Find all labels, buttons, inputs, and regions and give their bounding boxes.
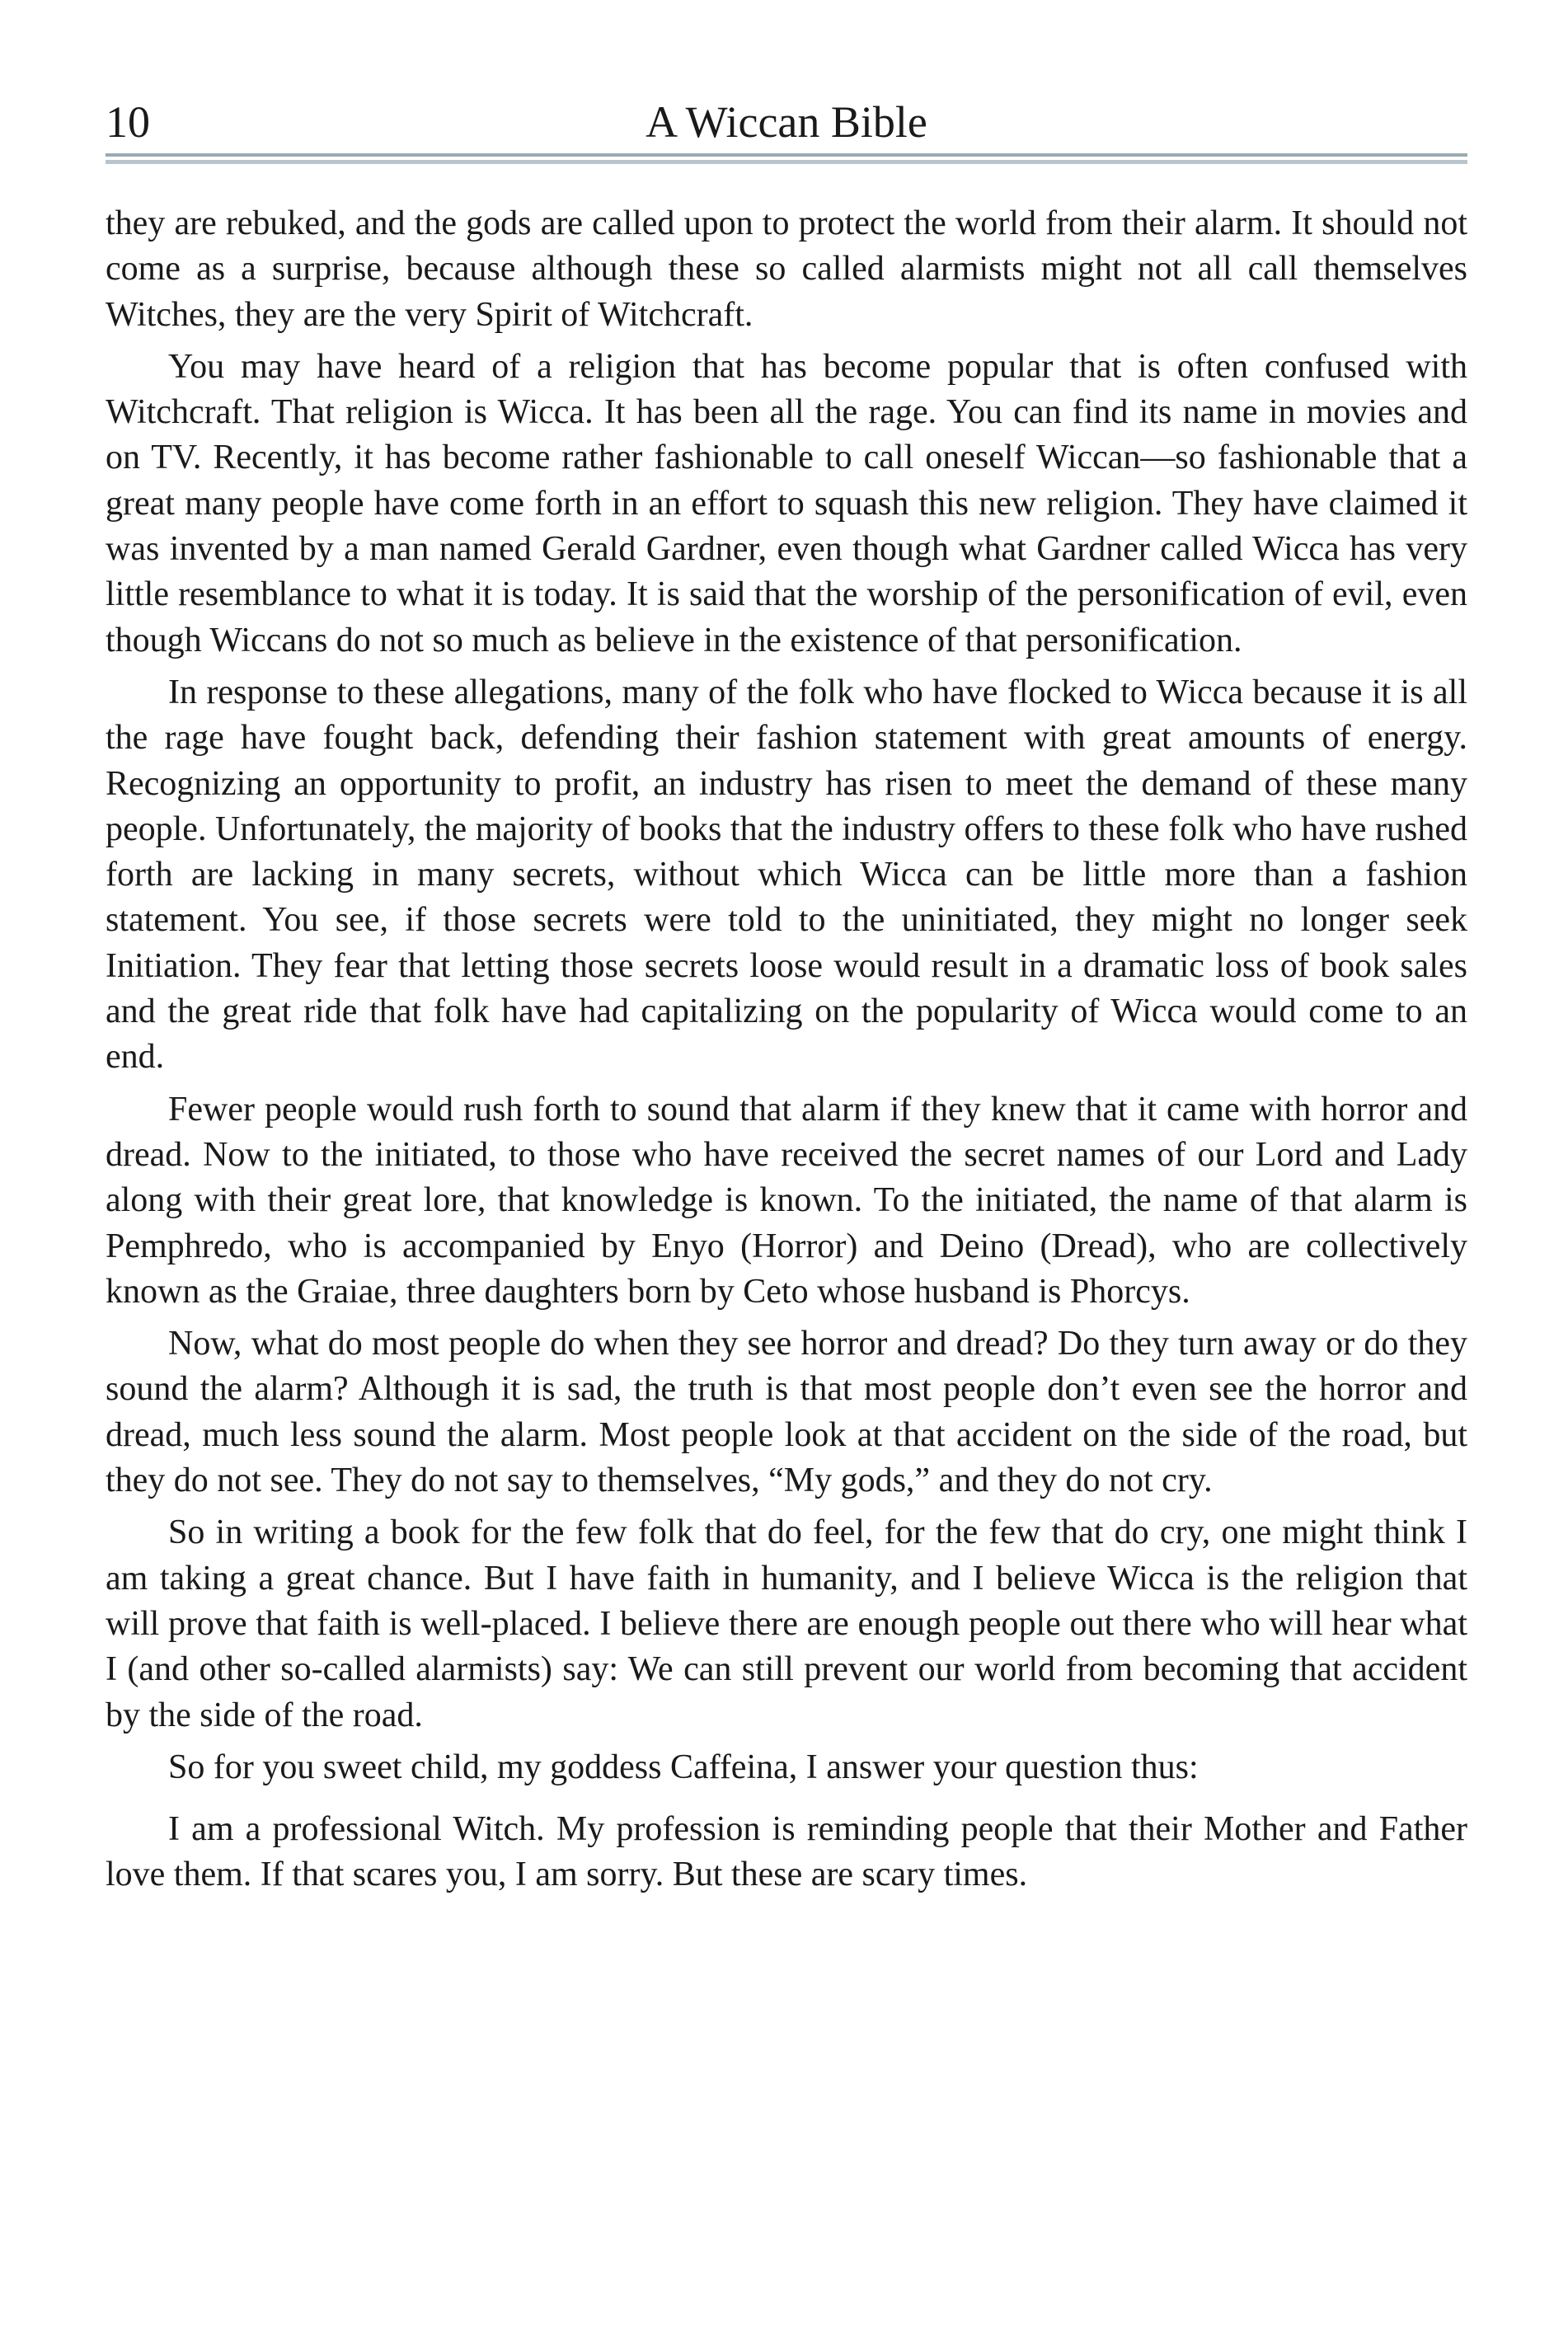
page-number: 10: [106, 97, 150, 147]
running-title: A Wiccan Bible: [646, 97, 927, 147]
paragraph-1: they are rebuked, and the gods are called upon to protect the world from their alarm. It should not come as a surprise, because although these so called alarmists might not all call themselves Witches, they are the very Spirit of Witchcraft.: [106, 204, 1467, 334]
paragraph-7: So for you sweet child, my goddess Caffeina, I answer your question thus:: [168, 1748, 1199, 1786]
header-rule: [106, 153, 1467, 167]
header-rule-bottom-line: [106, 160, 1467, 164]
body-text: [106, 201, 1467, 1905]
paragraph-8: I am a professional Witch. My profession is reminding people that their Mother and Father love them. If that scares you, I am sorry. But these are scary times.: [106, 1810, 1467, 1894]
paragraph-5: Now, what do most people do when they see horror and dread? Do they turn away or do they sound the alarm? Although it is sad, the truth is that most people don’t even see the horror and dread, much less sound the alarm. Most people look at that accident on the side of the road, but they do not see. They do not say to themselves, “My gods,” and they do not cry.: [106, 1325, 1467, 1500]
paragraph-6: So in writing a book for the few folk that do feel, for the few that do cry, one might think I am taking a great chance. But I have faith in humanity, and I believe Wicca is the religion that will prove that faith is well-placed. I believe there are enough people out there who will hear what I (and other so-called alarmists) say: We can still prevent our world from becoming that accident by the side of the road.: [106, 1513, 1467, 1734]
header-rule-top-line: [106, 153, 1467, 157]
paragraph-4: Fewer people would rush forth to sound that alarm if they knew that it came with horror and dread. Now to the initiated, to those who have received the secret names of our Lord and Lady along with their great lore, that knowledge is known. To the initiated, the name of that alarm is Pemphredo, who is accompanied by Enyo (Horror) and Deino (Dread), who are collectively known as the Graiae, three daughters born by Ceto whose husband is Phorcys.: [106, 1090, 1467, 1311]
paragraph-2: You may have heard of a religion that has become popular that is often confused with Witchcraft. That religion is Wicca. It has been all the rage. You can find its name in movies and on TV. Recently, it has become rather fashionable to call oneself Wiccan—so fashionable that a great many people have come forth in an effort to squash this new religion. They have claimed it was invented by a man named Gerald Gardner, even though what Gardner called Wicca has very little resemblance to what it is today. It is said that the worship of the personification of evil, even though Wiccans do not so much as believe in the existence of that personification.: [106, 347, 1467, 659]
paragraph-3: In response to these allegations, many of the folk who have flocked to Wicca because it is all the rage have fought back, defending their fashion statement with great amounts of energy. Recognizing an opportunity to profit, an industry has risen to meet the demand of these many people. Unfortunately, the majority of books that the industry offers to these folk who have rushed forth are lacking in many secrets, without which Wicca can be little more than a fashion statement. You see, if those secrets were told to the uninitiated, they might no longer seek Initiation. They fear that letting those secrets loose would result in a dramatic loss of book sales and the great ride that folk have had capitalizing on the popularity of Wicca would come to an end.: [106, 673, 1467, 1077]
running-head: [106, 89, 1467, 155]
